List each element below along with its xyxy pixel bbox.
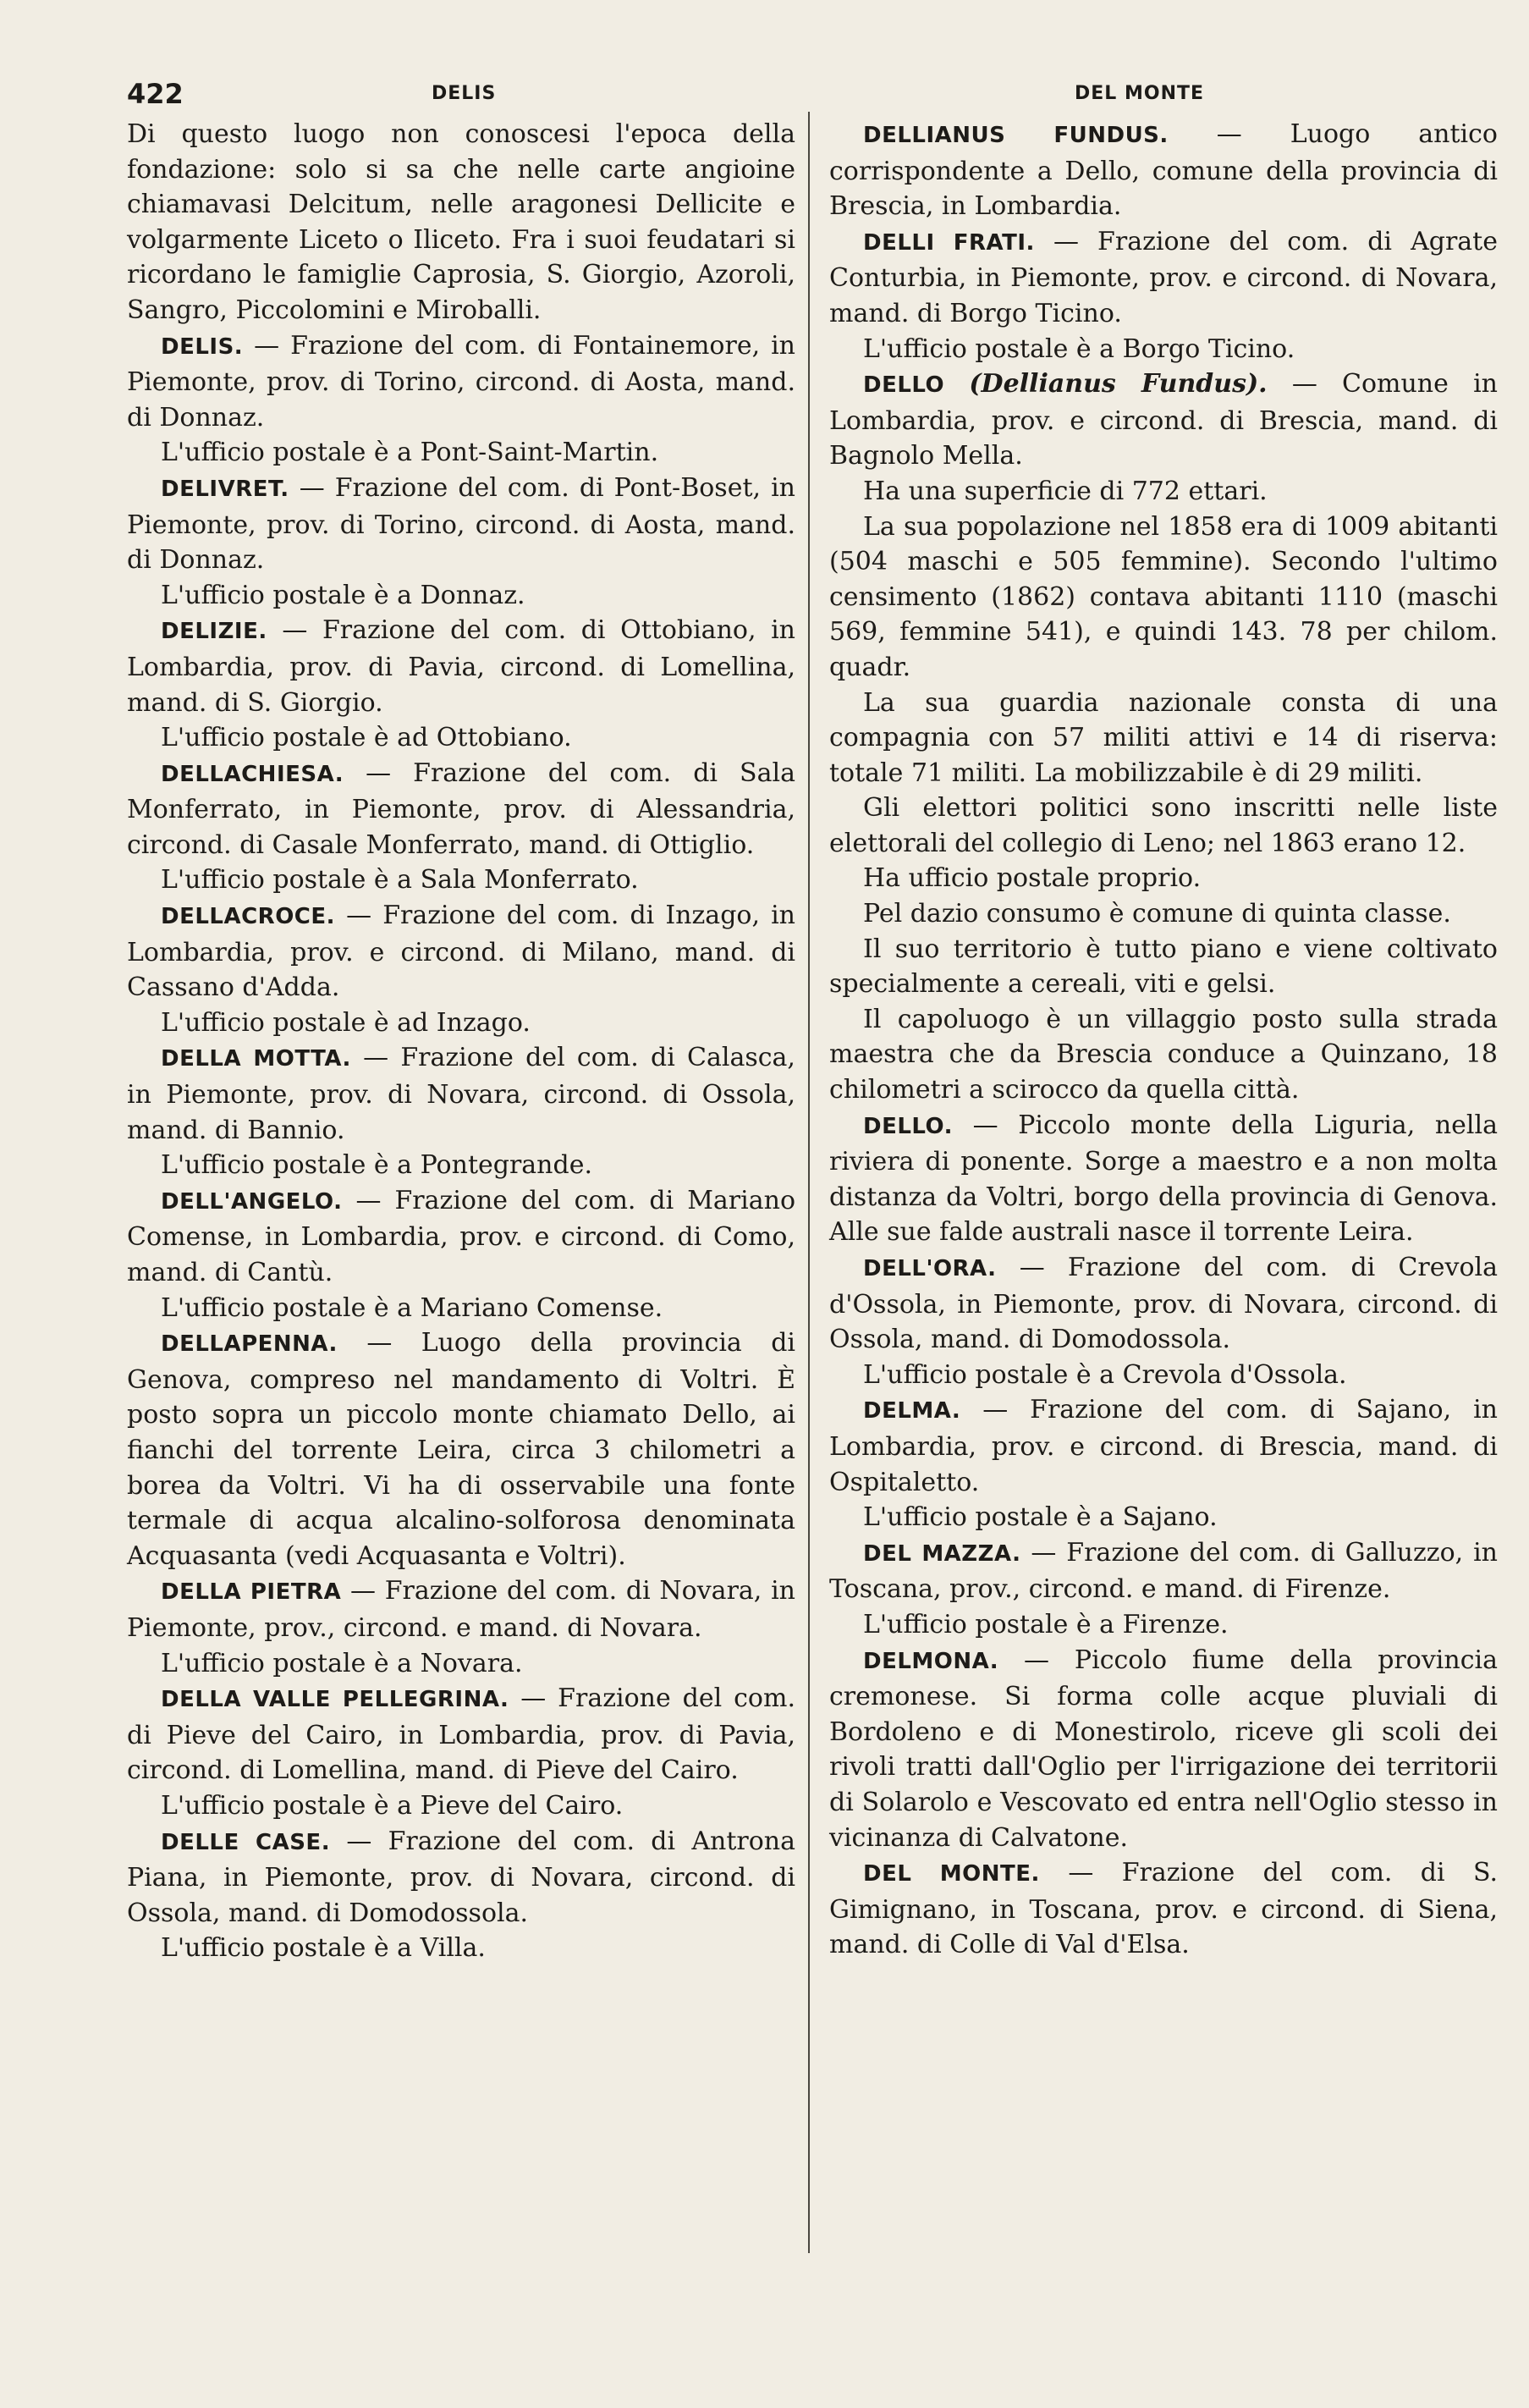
entry-post: L'ufficio postale è a Firenze. [863,1609,1229,1639]
entry [829,1250,1498,1358]
entry-body: — Frazione del com. di Ottobiano, in Lombardia, prov. di Pavia, circond. di Lomellina, mand. di S. Giorgio. [127,615,796,718]
entry [127,471,795,578]
entry [127,1325,795,1573]
entry [829,117,1498,224]
entry [127,898,795,1006]
entry-post: Ha una superficie di 772 ettari. [863,476,1268,506]
entry-body: — Frazione del com. di Fontainemore, in Piemonte, prov. di Torino, circond. di Aosta, mand. di Donnaz. [127,330,796,433]
entry [829,1108,1498,1250]
entry-body: — Comune in Lombardia, prov. e circond. di Brescia, mand. di Bagnolo Mella. [829,369,1498,471]
entry-post: L'ufficio postale è ad Inzago. [161,1007,531,1038]
entry-head: DELLE CASE. [161,1829,331,1855]
entry-post: L'ufficio postale è a Sajano. [863,1502,1218,1533]
left-column [127,117,795,1966]
entry-post: L'ufficio postale è a Crevola d'Ossola. [863,1359,1347,1390]
entry-body: — Frazione del com. di Calasca, in Piemonte, prov. di Novara, circond. di Ossola, mand. di Bannio. [127,1043,795,1145]
entry [127,1040,795,1148]
entry-post: L'ufficio postale è a Pieve del Cairo. [161,1790,624,1821]
entry [829,224,1498,332]
entry-body: — Piccolo monte della Liguria, nella riviera di ponente. Sorge a maestro e a non molta distanza da Voltri, borgo della provincia di Genova. Alle sue falde australi nasce il torrente Leira. [829,1110,1498,1248]
entry-head: DELLAPENNA. [161,1331,338,1358]
entry-body: — Frazione del com. di Inzago, in Lombardia, prov. e circond. di Milano, mand. di Cassano d'Adda. [127,901,795,1003]
entry-head: DELLIANUS FUNDUS. [863,123,1169,148]
entry-body: — Piccolo fiume della provincia cremonese. Si forma colle acque pluviali di Bordoleno e di Monestirolo, riceve gli scoli dei rivoli tratti dall'Oglio per l'irrigazione dei territorii di Solarolo e Vescovato ed entra nell'Oglio stesso in vicinanza di Calvatone. [829,1645,1498,1853]
entry-head: DELL'ORA. [863,1256,997,1281]
entry-body: — Frazione del com. di Antrona Piana, in Piemonte, prov. di Novara, circond. di Ossola, mand. di Domodossola. [127,1826,795,1928]
page-header [127,78,1246,115]
entry-head: DEL MONTE. [863,1861,1040,1887]
entry [829,1535,1498,1607]
entry-post: Ha ufficio postale proprio. [863,863,1202,894]
entry-post: Il capoluogo è un villaggio posto sulla strada maestra che da Brescia conduce a Quinzano, 18 chilometri a scirocco da quella città. [829,1004,1498,1105]
entry-post: Gli elettori politici sono inscritti nelle liste elettorali del collegio di Leno; nel 1863 erano 12. [829,793,1498,858]
entry-head: DELLA PIETRA [161,1579,342,1606]
entry [829,1855,1498,1963]
continuation-text: Di questo luogo non conoscesi l'epoca della fondazione: solo si sa che nelle carte angioine chiamavasi Delcitum, nelle aragonesi Dellicite e volgarmente Liceto o Iliceto. Fra i suoi feudatari si ricordano le famiglie Caprosia, S. Giorgio, Azoroli, Sangro, Piccolomini e Miroballi. [127,119,795,325]
entry-body: — Frazione del com. di Pont-Boset, in Piemonte, prov. di Torino, circond. di Aosta, mand. di Donnaz. [127,472,795,576]
entry-post: L'ufficio postale è a Villa. [161,1933,486,1964]
entry-head: DEL MAZZA. [863,1540,1021,1567]
entry-post: La sua popolazione nel 1858 era di 1009 abitanti (504 maschi e 505 femmine). Secondo l'ultimo censimento (1862) contava abitanti 1110 (maschi 569, femmine 541), e quindi 143. 78 per chilom. quadr. [829,511,1498,682]
entry [127,1681,795,1788]
entry-head: DELLI FRATI. [863,229,1035,256]
entry-post: L'ufficio postale è a Donnaz. [161,580,525,610]
entry-alt-name: (Dellianus Fundus). [969,369,1268,399]
entry-body: — Frazione del com. di Sala Monferrato, in Piemonte, prov. di Alessandria, circond. di Casale Monferrato, mand. di Ottiglio. [127,758,795,860]
entry-head: DELIZIE. [161,619,267,645]
entry [127,756,795,863]
entry-body: — Luogo della provincia di Genova, compreso nel mandamento di Voltri. È posto sopra un piccolo monte chiamato Dello, ai fianchi del torrente Leira, circa 3 chilometri a borea da Voltri. Vi ha di osservabile una fonte termale di acqua alcalino-solforosa denominata Acquasanta (vedi Acquasanta e Voltri). [127,1328,795,1571]
entry-head: DELLO [863,372,945,399]
page-number: 422 [127,78,184,110]
entry-body: — Frazione del com. di Sajano, in Lombardia, prov. e circond. di Brescia, mand. di Ospitaletto. [829,1395,1498,1497]
entry-post: La sua guardia nazionale consta di una compagnia con 57 militi attivi e 14 di riserva: totale 71 militi. La mobilizzabile è di 29 militi. [829,687,1498,788]
entry [829,366,1498,474]
entry-body: — Luogo antico corrispondente a Dello, comune della provincia di Brescia, in Lombardia. [829,119,1498,222]
right-running-head: DEL MONTE [1075,83,1205,104]
entry-head: DELMA. [863,1398,961,1424]
entry-post: Il suo territorio è tutto piano e viene coltivato specialmente a cereali, viti e gelsi. [829,934,1498,1000]
left-running-head: DELIS [432,83,497,104]
right-column [829,117,1498,1963]
entry [127,1573,795,1645]
entry-head: DELLA VALLE PELLEGRINA. [161,1687,509,1713]
entry-body: — Frazione del com. di Pieve del Cairo, in Lombardia, prov. di Pavia, circond. di Lomellina, mand. di Pieve del Cairo. [127,1683,795,1786]
entry-body: — Frazione del com. di Novara, in Piemonte, prov., circond. e mand. di Novara. [127,1576,795,1643]
entry [127,1824,795,1931]
entry [829,1643,1498,1856]
entry-body: — Frazione del com. di Agrate Conturbia, in Piemonte, prov. e circond. di Novara, mand. di Borgo Ticino. [829,226,1498,328]
entry-head: DELLACHIESA. [161,761,344,787]
entry-post: L'ufficio postale è a Sala Monferrato. [161,865,639,895]
entry-head: DELLA MOTTA. [161,1046,351,1072]
entry-head: DELMONA. [863,1648,999,1674]
entry [127,1183,795,1291]
entry-post: L'ufficio postale è a Borgo Ticino. [863,333,1295,364]
entry-body: — Frazione del com. di Galluzzo, in Toscana, prov., circond. e mand. di Firenze. [829,1537,1498,1605]
entry [829,1392,1498,1500]
entry-post: L'ufficio postale è a Pontegrande. [161,1150,592,1181]
entry-post: L'ufficio postale è a Pont-Saint-Martin. [161,438,659,468]
entry [127,613,795,720]
entry [127,328,795,436]
column-divider [808,112,810,2253]
entry-head: DELLACROCE. [161,904,336,930]
entry-head: DELIVRET. [161,476,289,502]
entry-post: Pel dazio consumo è comune di quinta classe. [863,899,1451,929]
entry-head: DELL'ANGELO. [161,1188,343,1215]
entry-body: — Frazione del com. di Mariano Comense, in Lombardia, prov. e circond. di Como, mand. di Cantù. [127,1185,796,1287]
entry-post: L'ufficio postale è a Novara. [161,1648,523,1678]
entry-head: DELLO. [863,1113,953,1139]
entry-body: — Frazione del com. di S. Gimignano, in Toscana, prov. e circond. di Siena, mand. di Colle di Val d'Elsa. [829,1858,1498,1960]
entry-post: L'ufficio postale è ad Ottobiano. [161,723,572,753]
entry-post: L'ufficio postale è a Mariano Comense. [161,1292,663,1323]
entry-head: DELIS. [161,333,244,360]
entry-body: — Frazione del com. di Crevola d'Ossola, in Piemonte, prov. di Novara, circond. di Ossola, mand. di Domodossola. [829,1253,1498,1355]
